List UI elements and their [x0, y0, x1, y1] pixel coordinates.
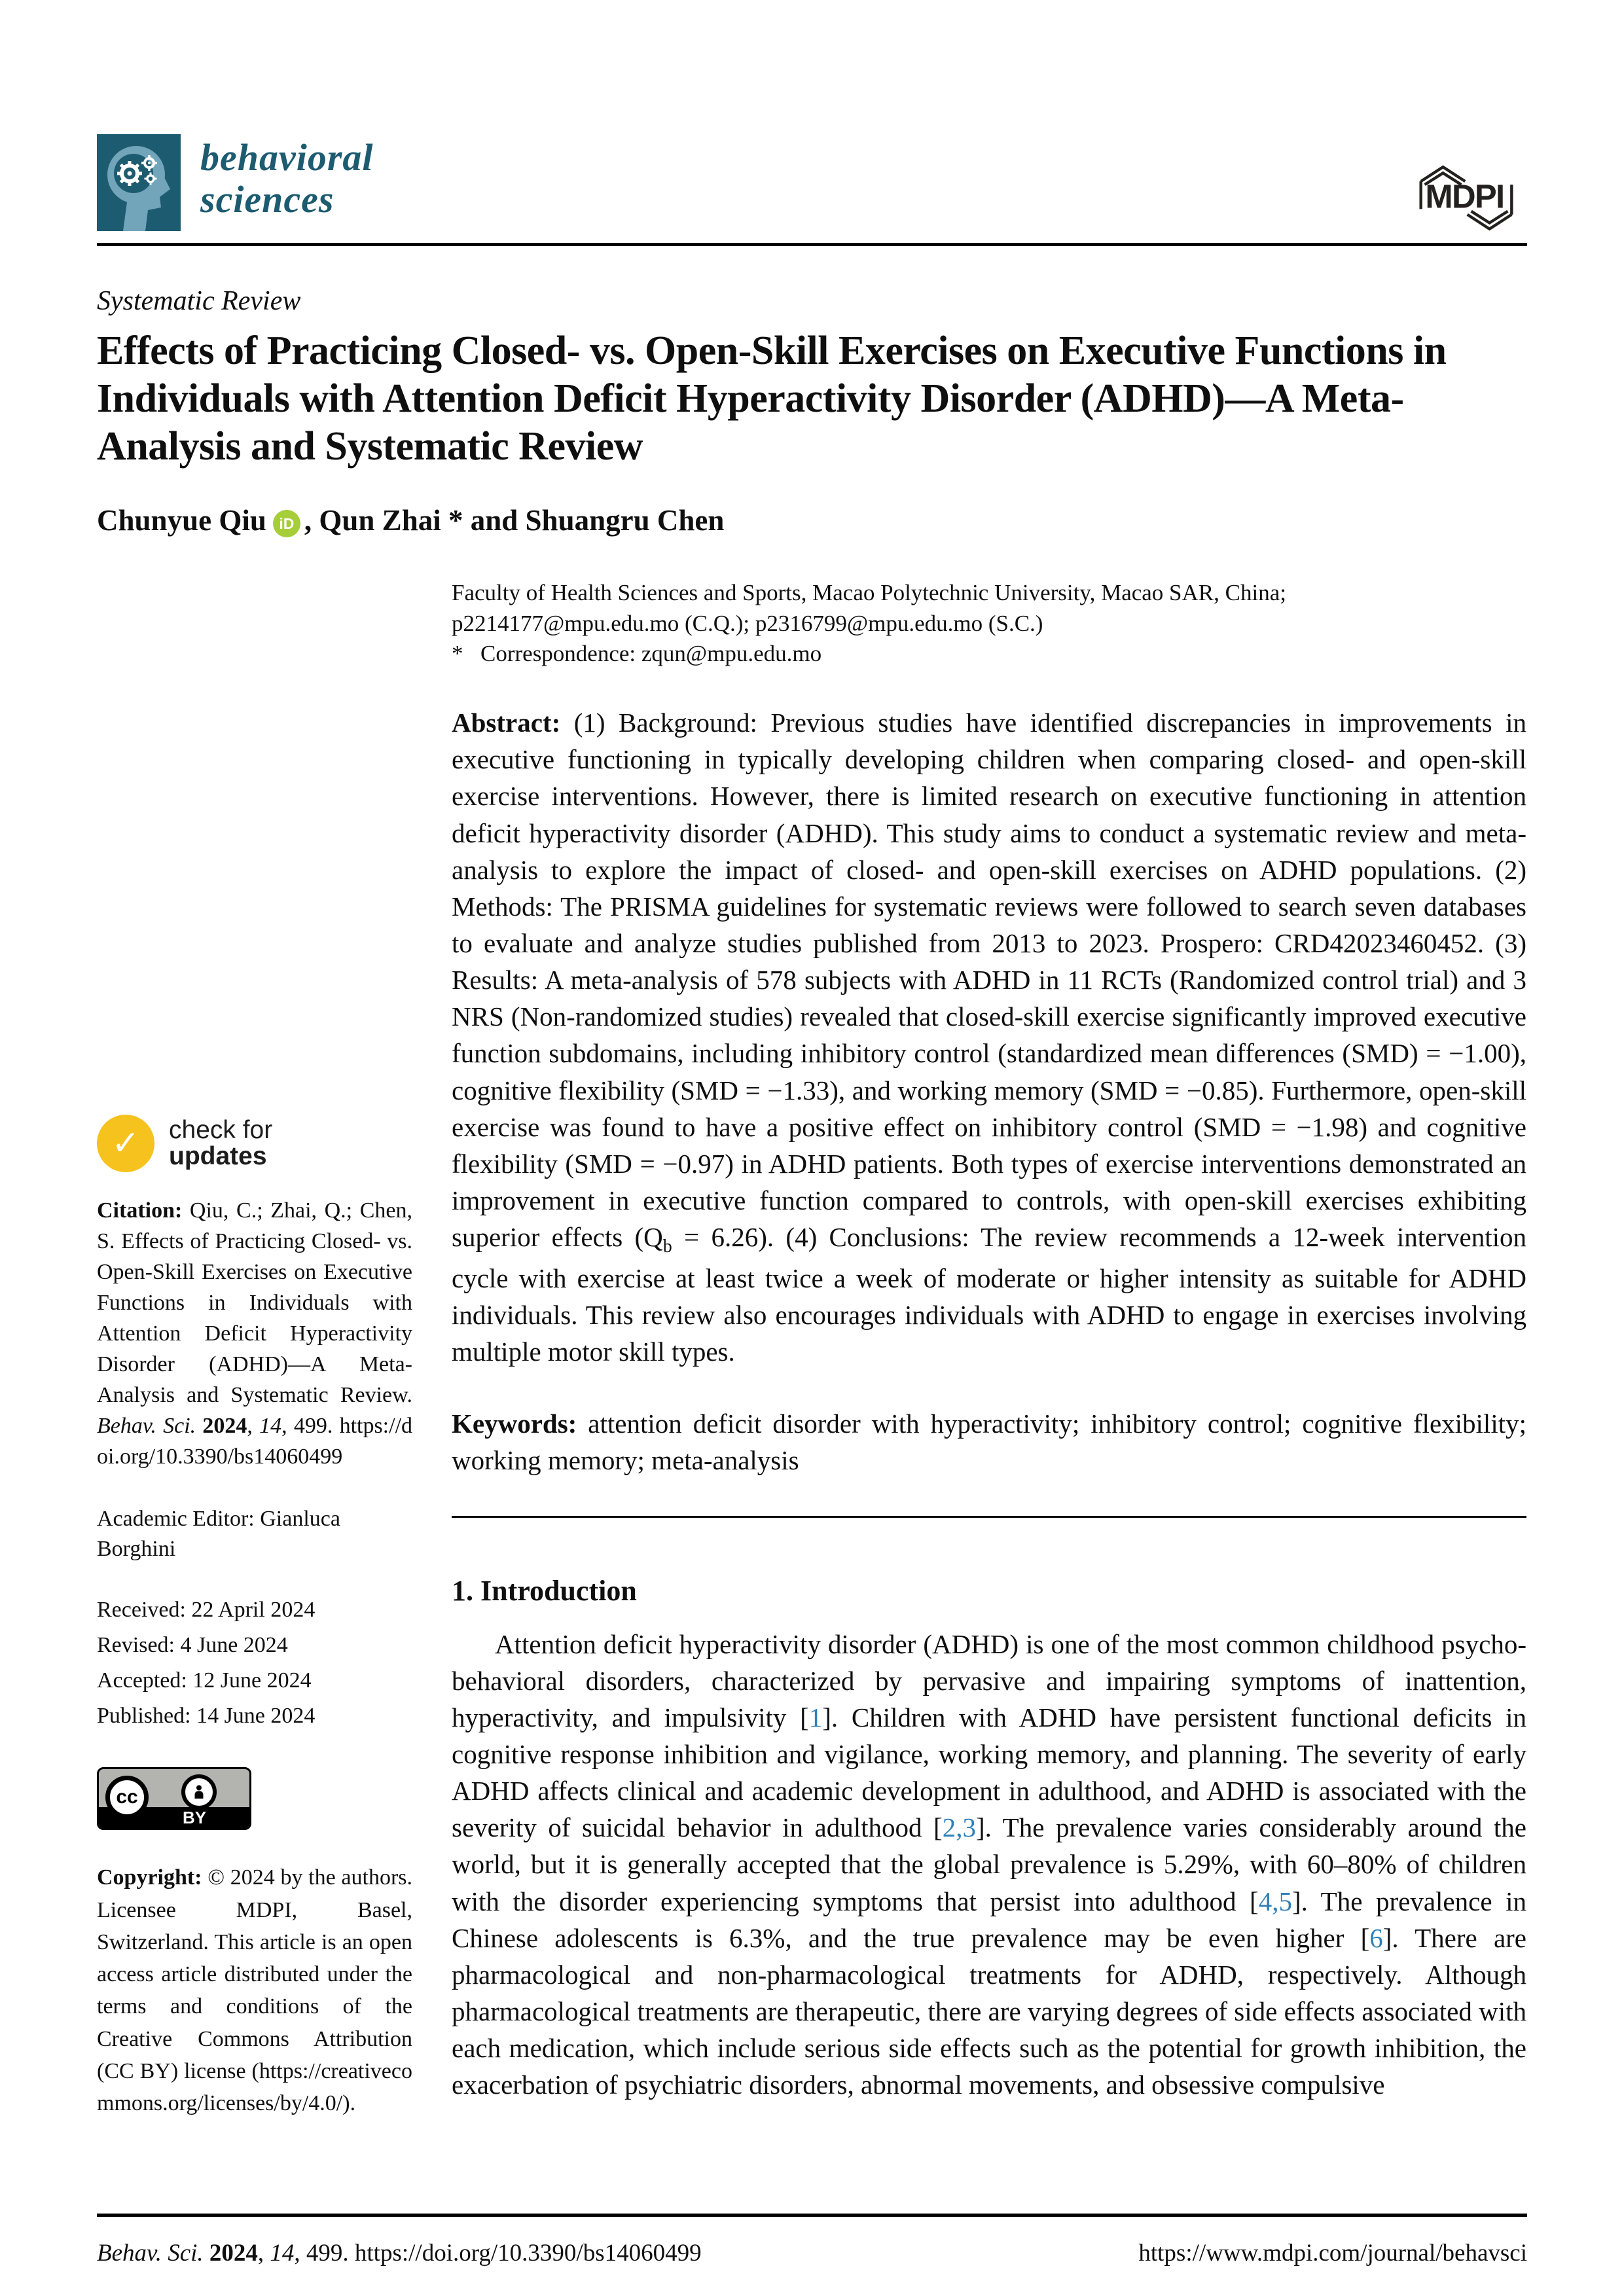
- journal-name: [200, 134, 374, 231]
- citation-block: [97, 1196, 412, 1472]
- cc-icon: cc: [105, 1776, 149, 1819]
- gear-icon: [117, 161, 142, 186]
- left-sidebar: [97, 578, 412, 2142]
- footer-rule: [97, 2214, 1527, 2217]
- authors-line: [97, 503, 1527, 537]
- reference-link-1[interactable]: 1: [808, 1702, 823, 1732]
- correspondence-email[interactable]: Correspondence: zqun@mpu.edu.mo: [480, 640, 822, 666]
- keywords-text: attention deficit disorder with hyperactivity; inhibitory control; cognitive flexibility; working memory; meta-analysis: [452, 1408, 1526, 1476]
- citation-year: 2024: [202, 1413, 247, 1438]
- footer-doi-link[interactable]: https://doi.org/10.3390/bs14060499: [354, 2240, 702, 2267]
- footer-pages: , 499.: [294, 2240, 355, 2267]
- reference-link-6[interactable]: 6: [1369, 1922, 1383, 1953]
- reference-link-2-3[interactable]: 2,3: [942, 1812, 976, 1843]
- affiliation-block: [452, 578, 1526, 669]
- abstract: [452, 704, 1526, 1370]
- journal-name-line2: sciences: [200, 177, 334, 221]
- intro-text-2: ]. Children with ADHD have persistent functional deficits in cognitive response inhibition and vigilance, working memory, and planning. The severity of early ADHD affects clinical and academic development in adulthood, and ADHD is associated with the severity of suicidal behavior in adulthood [: [452, 1702, 1526, 1843]
- affiliation-line1: Faculty of Health Sciences and Sports, Macao Polytechnic University, Macao SAR, China;: [452, 580, 1286, 606]
- copyright-text: © 2024 by the authors. Licensee MDPI, Basel, Switzerland. This article is an open access article distributed under the terms and conditions of the Creative Commons Attribution (CC BY) license (: [97, 1865, 412, 2084]
- intro-text-4: ]. The prevalence in Chinese adolescents is 6.3%, and the true prevalence may be even higher [: [452, 1886, 1526, 1953]
- mdpi-logo-icon: [1405, 152, 1527, 232]
- revised-date: Revised: 4 June 2024: [97, 1633, 288, 1658]
- authors-rest: , Qun Zhai * and Shuangru Chen: [304, 504, 725, 537]
- keywords: [452, 1405, 1526, 1479]
- person-icon: [181, 1774, 217, 1810]
- copyright-text-end: ).: [342, 2091, 356, 2116]
- cc-by-label: BY: [183, 1808, 207, 1828]
- affiliation-line2[interactable]: p2214177@mpu.edu.mo (C.Q.); p2316799@mpu.edu.mo (S.C.): [452, 610, 1043, 636]
- citation-sep: ,: [247, 1413, 260, 1438]
- citation-label: Citation:: [97, 1198, 183, 1223]
- abstract-text-1: (1) Background: Previous studies have identified discrepancies in improvements in executive functioning in typically developing children when comparing closed- and open-skill exercise interventions. However, there is limited research on executive functioning in attention deficit hyperactivity disorder (ADHD). This study aims to conduct a systematic review and meta-analysis to explore the impact of closed- and open-skill exercises on ADHD populations. (2) Methods: The PRISMA guidelines for systematic reviews were followed to search seven databases to evaluate and analyze studies published from 2013 to 2023. Prospero: CRD42023460452. (3) Results: A meta-analysis of 578 subjects with ADHD in 11 RCTs (Randomized control trial) and 3 NRS (Non-randomized studies) revealed that closed-skill exercise significantly improved executive function subdomains, including inhibitory control (standardized mean differences (SMD) = −1.00), cognitive flexibility (SMD = −1.33), and working memory (SMD = −0.85). Furthermore, open-skill exercise was found to have a positive effect on inhibitory control (SMD = −1.98) and cognitive flexibility (SMD = −0.97) in ADHD patients. Both types of exercise interventions demonstrated an improvement in executive function compared to controls, with open-skill exercises exhibiting superior effects (Q: [452, 708, 1526, 1253]
- abstract-text-2: = 6.26). (4) Conclusions: The review recommends a 12-week intervention cycle with exercise at least twice a week of moderate or higher intensity as suitable for ADHD individuals. This review also encourages individuals with ADHD to engage in exercises involving multiple motor skill types.: [452, 1222, 1526, 1367]
- footer-citation: [97, 2239, 702, 2267]
- footer-row: [97, 2239, 1527, 2267]
- article-history: [97, 1592, 412, 1733]
- copyright-label: Copyright:: [97, 1865, 202, 1890]
- header-rule: [97, 243, 1527, 246]
- reference-link-4-5[interactable]: 4,5: [1258, 1886, 1292, 1916]
- check-for-updates-line1: check for: [169, 1115, 273, 1144]
- license-url-link[interactable]: https://creativecommons.org/licenses/by/4.0/: [97, 2059, 412, 2116]
- footer-space: [204, 2240, 209, 2267]
- keywords-label: Keywords:: [452, 1408, 577, 1439]
- check-for-updates-line2: updates: [169, 1142, 267, 1171]
- check-icon: ✓: [97, 1115, 154, 1172]
- main-column: [452, 578, 1526, 2142]
- content-columns: [97, 578, 1527, 2142]
- check-for-updates-badge[interactable]: [97, 1115, 412, 1172]
- footer-journal: Behav. Sci.: [97, 2240, 204, 2267]
- correspondence-line: [452, 639, 1526, 669]
- citation-pages: , 499.: [281, 1413, 340, 1438]
- correspondence-marker: *: [452, 640, 463, 666]
- citation-volume: 14: [259, 1413, 282, 1438]
- intro-text-1: Attention deficit hyperactivity disorder (ADHD) is one of the most common childhood psycho-behavioral disorders, characterized by pervasive and impairing symptoms of inattention, hyperactivity, and impulsivity [: [452, 1628, 1526, 1732]
- footer-year: 2024: [209, 2240, 258, 2267]
- intro-text-3: ]. The prevalence varies considerably around the world, but it is generally accepted that the global prevalence is 5.29%, with 60–80% of children with the disorder experiencing symptoms that persist into adulthood [: [452, 1812, 1526, 1916]
- journal-name-line1: behavioral: [200, 136, 374, 179]
- footer-journal-url[interactable]: https://www.mdpi.com/journal/behavsci: [1138, 2240, 1527, 2267]
- footer-volume: 14: [270, 2240, 295, 2267]
- citation-doi-link[interactable]: https://doi.org/10.3390/bs14060499: [97, 1413, 413, 1469]
- accepted-date: Accepted: 12 June 2024: [97, 1668, 312, 1693]
- journal-logo-group: [97, 134, 374, 231]
- orcid-icon[interactable]: iD: [273, 510, 300, 537]
- citation-journal: Behav. Sci.: [97, 1413, 196, 1438]
- mdpi-wordmark: MDPI: [1425, 177, 1504, 215]
- footer-sep: ,: [257, 2240, 270, 2267]
- introduction-paragraph: [452, 1626, 1526, 2104]
- published-date: Published: 14 June 2024: [97, 1703, 316, 1728]
- academic-editor: Academic Editor: Gianluca Borghini: [97, 1506, 340, 1561]
- behavioral-sciences-logo-icon: [97, 134, 181, 231]
- citation-space: [196, 1414, 202, 1438]
- copyright-block: [97, 1861, 412, 2119]
- abstract-subscript: b: [662, 1236, 672, 1257]
- section-heading-introduction: 1. Introduction: [452, 1574, 637, 1607]
- header: [97, 134, 1527, 232]
- abstract-label: Abstract:: [452, 708, 561, 738]
- article-type: Systematic Review: [97, 286, 301, 316]
- page-title: Effects of Practicing Closed- vs. Open-Skill Exercises on Executive Functions in Individuals with Attention Deficit Hyperactivity Disorder (ADHD)—A Meta-Analysis and Systematic Review: [97, 329, 1447, 469]
- cc-by-license-badge[interactable]: [97, 1767, 251, 1830]
- check-for-updates-label: [169, 1117, 272, 1171]
- intro-text-5: ]. There are pharmacological and non-pharmacological treatments for ADHD, respectively. Although pharmacological treatments are therapeutic, there are varying degrees of side effects associated with each medication, which include serious side effects such as the potential for growth inhibition, the exacerbation of psychiatric disorders, abnormal movements, and obsessive compulsive: [452, 1922, 1526, 2100]
- author-name: Chunyue Qiu: [97, 504, 266, 537]
- keywords-divider: [452, 1516, 1526, 1518]
- received-date: Received: 22 April 2024: [97, 1598, 316, 1623]
- footer: [97, 2214, 1527, 2267]
- citation-text: Qiu, C.; Zhai, Q.; Chen, S. Effects of Practicing Closed- vs. Open-Skill Exercises on Executive Functions in Individuals with Attention Deficit Hyperactivity Disorder (ADHD)—A Meta-Analysis and Systematic Review.: [97, 1198, 412, 1407]
